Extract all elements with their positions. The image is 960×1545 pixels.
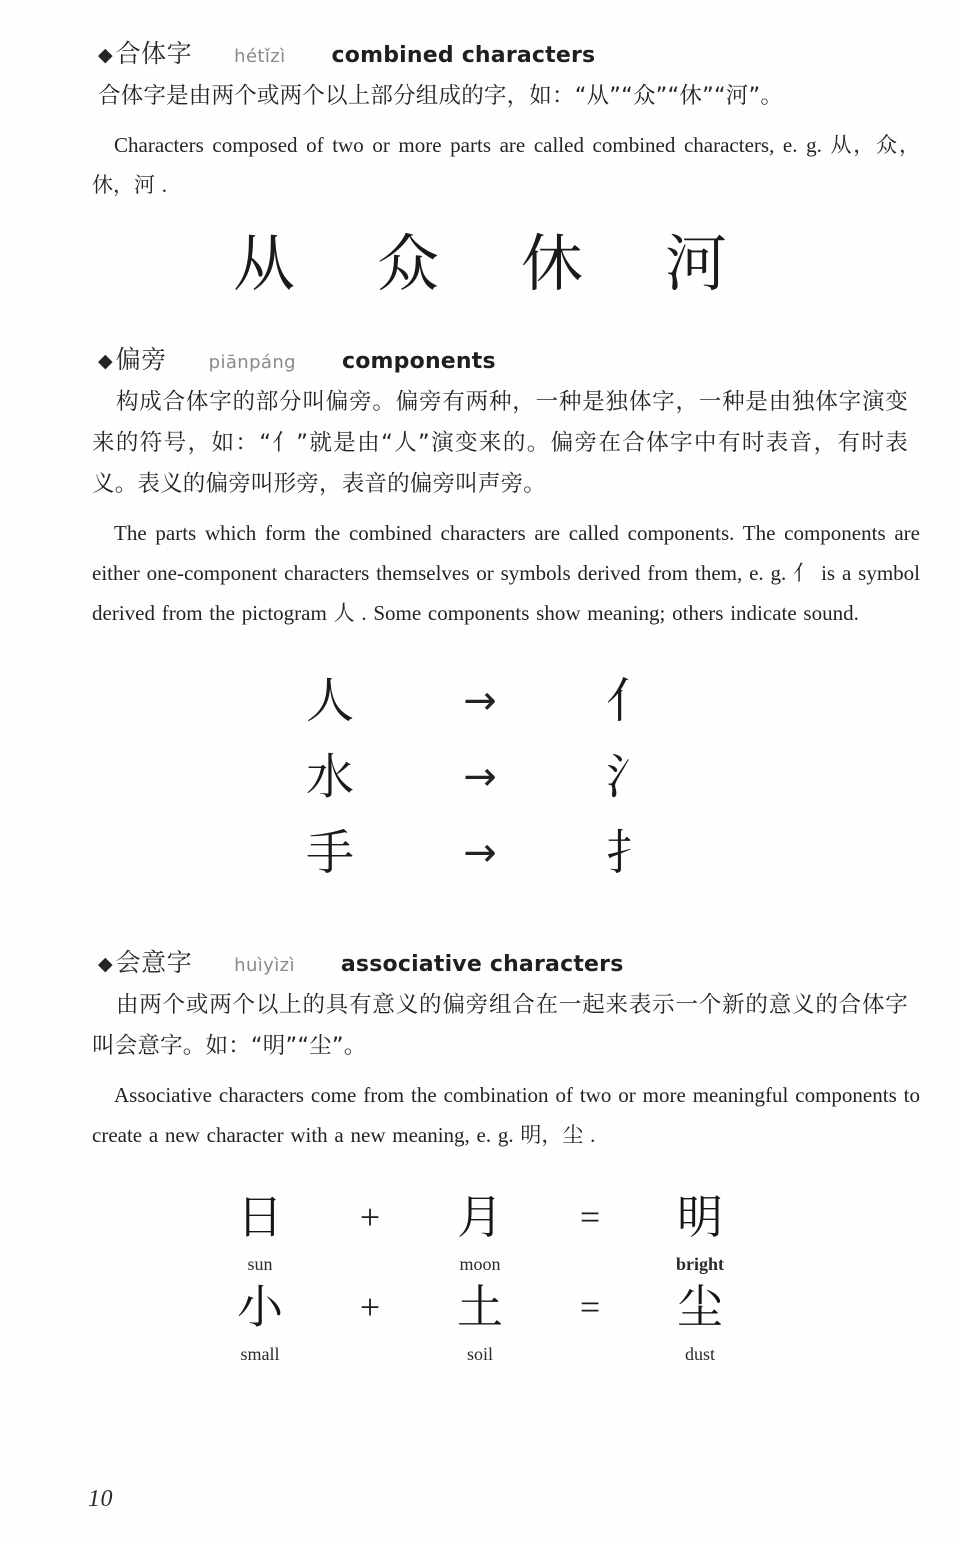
- section-heading-associative-characters: [0, 943, 960, 979]
- heading-chinese-term: 合体字: [115, 39, 193, 68]
- result-character: 明: [677, 1190, 723, 1245]
- right-arrow-icon: →: [463, 830, 497, 877]
- english-paragraph: Associative characters come from the combination of two or more meaningful components to create a new character with a new meaning, e. g. 明，尘 .: [92, 1083, 920, 1148]
- section-spacer: [0, 891, 960, 943]
- showcase-character: 众: [376, 227, 439, 300]
- section-components: [0, 340, 960, 891]
- source-character: 手: [305, 825, 354, 882]
- character-equation-row: [0, 1189, 960, 1279]
- heading-english-term: components: [342, 349, 496, 375]
- section-spacer: [0, 296, 960, 340]
- showcase-character: 休: [521, 227, 584, 300]
- showcase-character: 河: [665, 227, 728, 300]
- result-component: 扌: [605, 825, 654, 882]
- operand-character: 土: [457, 1280, 503, 1335]
- heading-pinyin: huìyìzì: [234, 955, 295, 977]
- english-paragraph: Characters composed of two or more parts are called combined characters, e. g. 从，众，休，河 .: [92, 133, 920, 197]
- operand-character: 小: [237, 1280, 283, 1335]
- component-derivation-diagram: [0, 663, 960, 891]
- chinese-paragraph: 合体字是由两个或两个以上部分组成的字，如：“从”“众”“休”“河”。: [98, 83, 784, 109]
- page-number: 10: [88, 1486, 113, 1512]
- heading-pinyin: hétǐzì: [234, 46, 286, 67]
- chinese-paragraph: 构成合体字的部分叫偏旁。偏旁有两种，一种是独体字，一种是由独体字演变来的符号，如：“亻”就是由“人”演变来的。偏旁在合体字中有时表音，有时表义。表义的偏旁叫形旁，表音的偏旁叫声旁。: [92, 389, 908, 498]
- equals-icon: =: [579, 1197, 601, 1238]
- equation-result: [636, 1189, 764, 1279]
- result-character: 尘: [677, 1280, 723, 1335]
- operand-character: 月: [457, 1190, 503, 1245]
- right-arrow-icon: →: [463, 678, 497, 725]
- result-component: 氵: [605, 749, 654, 806]
- result-component: 亻: [605, 673, 654, 730]
- source-character: 水: [305, 749, 354, 806]
- operand-gloss: soil: [466, 1344, 493, 1365]
- section-combined-characters: [0, 34, 960, 300]
- equation-operator: [324, 1279, 416, 1369]
- section-heading-components: [0, 340, 960, 376]
- result-gloss: dust: [684, 1344, 715, 1365]
- derivation-row: [0, 815, 960, 891]
- derivation-row: [0, 663, 960, 739]
- diamond-bullet-icon: ◆: [98, 351, 113, 373]
- heading-chinese-term: 会意字: [115, 948, 193, 978]
- heading-english-term: combined characters: [331, 43, 596, 68]
- character-showcase-row: [0, 227, 960, 300]
- equation-operator: [324, 1189, 416, 1279]
- operand-gloss: moon: [459, 1254, 501, 1275]
- top-spacer: [0, 0, 960, 34]
- equation-operand: [416, 1189, 544, 1279]
- equals-icon: =: [579, 1287, 601, 1328]
- heading-english-term: associative characters: [340, 952, 624, 978]
- diamond-bullet-icon: ◆: [98, 954, 113, 976]
- plus-icon: +: [359, 1197, 381, 1238]
- derivation-row: [0, 739, 960, 815]
- result-gloss: bright: [675, 1254, 724, 1275]
- equation-operator: [544, 1279, 636, 1369]
- heading-pinyin: piānpáng: [208, 352, 296, 374]
- operand-character: 日: [237, 1190, 283, 1245]
- character-equation-diagram: [0, 1189, 960, 1369]
- diamond-bullet-icon: ◆: [98, 45, 113, 66]
- equation-operand: [196, 1189, 324, 1279]
- character-equation-row: [0, 1279, 960, 1369]
- equation-result: [636, 1279, 764, 1369]
- source-character: 人: [305, 673, 354, 730]
- equation-operator: [544, 1189, 636, 1279]
- equation-operand: [196, 1279, 324, 1369]
- plus-icon: +: [359, 1287, 381, 1328]
- equation-operand: [416, 1279, 544, 1369]
- operand-gloss: small: [240, 1344, 280, 1365]
- english-paragraph: The parts which form the combined characters are called components. The components are either one-component characters themselves or symbols derived from them, e. g. 亻 is a symbol derived from the pictogram 人 . Some components show meaning; others indicate sound.: [92, 521, 920, 626]
- section-heading-combined-characters: [0, 34, 960, 70]
- heading-chinese-term: 偏旁: [115, 345, 167, 375]
- chinese-paragraph: 由两个或两个以上的具有意义的偏旁组合在一起来表示一个新的意义的合体字叫会意字。如：“明”“尘”。: [92, 992, 908, 1060]
- operand-gloss: sun: [247, 1254, 273, 1275]
- right-arrow-icon: →: [463, 754, 497, 801]
- showcase-character: 从: [232, 227, 295, 300]
- section-associative-characters: [0, 943, 960, 1369]
